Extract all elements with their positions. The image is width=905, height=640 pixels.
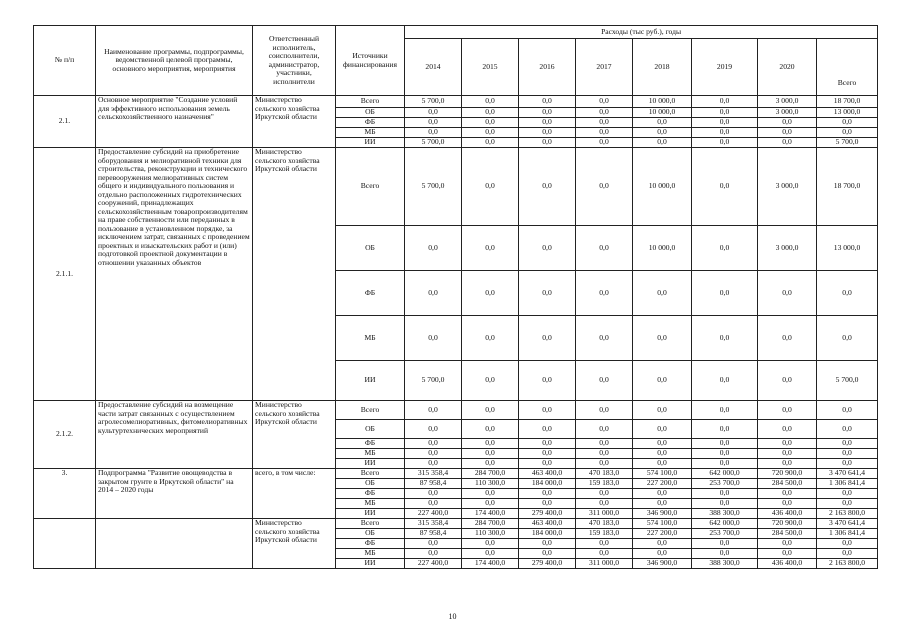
year-value: 0,0 [519, 459, 576, 469]
year-value: 0,0 [576, 118, 633, 128]
total-value: 5 700,0 [817, 138, 878, 148]
funding-source: МБ [336, 549, 405, 559]
year-value: 10 000,0 [633, 96, 692, 108]
table-row [34, 148, 878, 226]
year-value: 0,0 [405, 499, 462, 509]
total-value: 0,0 [817, 401, 878, 420]
year-value: 0,0 [462, 128, 519, 138]
year-value: 0,0 [633, 539, 692, 549]
year-value: 0,0 [576, 226, 633, 271]
responsible-executor: Министерство сельского хозяйства Иркутской области [253, 401, 336, 469]
total-value: 0,0 [817, 549, 878, 559]
year-value: 0,0 [519, 226, 576, 271]
year-value: 0,0 [462, 499, 519, 509]
year-value: 0,0 [462, 439, 519, 449]
year-value: 0,0 [576, 549, 633, 559]
funding-source: ИИ [336, 509, 405, 519]
year-value: 720 900,0 [758, 469, 817, 479]
year-value: 0,0 [576, 316, 633, 361]
year-value: 0,0 [462, 108, 519, 118]
year-value: 0,0 [462, 459, 519, 469]
year-value: 311 000,0 [576, 559, 633, 569]
year-value: 3 000,0 [758, 96, 817, 108]
year-value: 159 183,0 [576, 529, 633, 539]
year-value: 0,0 [576, 96, 633, 108]
funding-source: МБ [336, 128, 405, 138]
header-num: № п/п [34, 26, 96, 96]
year-value: 0,0 [758, 271, 817, 316]
row-number: 2.1.2. [34, 401, 96, 469]
row-number: 2.1. [34, 96, 96, 148]
year-value: 0,0 [692, 138, 758, 148]
year-value: 10 000,0 [633, 226, 692, 271]
year-value: 0,0 [462, 271, 519, 316]
year-value: 284 700,0 [462, 469, 519, 479]
year-value: 0,0 [519, 128, 576, 138]
measure-name: Предоставление субсидий на приобретение оборудования и мелиоративной техники для строительства, реконструкции и технического перевооружения мелиоративных систем общего и индивидуального пользования и отдельно расположенных гидротехнических сооружений, принадлежащих сельскохозяйственным товаропроизводителям на праве собственности или переданных в пользование в установленном порядке, за исключением затрат, связанных с проведением проектных и изыскательских работ и (или) подготовкой проектной документации в отношении указанных объектов [96, 148, 253, 401]
funding-source: Всего [336, 469, 405, 479]
year-value: 0,0 [405, 316, 462, 361]
year-value: 0,0 [519, 499, 576, 509]
total-value: 2 163 800,0 [817, 559, 878, 569]
header-name: Наименование программы, подпрограммы, ведомственной целевой программы, основного мероприятия, мероприятия [96, 26, 253, 96]
year-value: 0,0 [758, 489, 817, 499]
year-value: 0,0 [405, 128, 462, 138]
total-value: 0,0 [817, 271, 878, 316]
year-value: 110 300,0 [462, 479, 519, 489]
year-value: 0,0 [692, 118, 758, 128]
year-value: 0,0 [576, 271, 633, 316]
year-value: 470 183,0 [576, 519, 633, 529]
year-value: 159 183,0 [576, 479, 633, 489]
funding-source: Всего [336, 519, 405, 529]
total-value: 18 700,0 [817, 96, 878, 108]
measure-name [96, 519, 253, 569]
responsible-executor: Министерство сельского хозяйства Иркутской области [253, 96, 336, 148]
header-year: 2018 [633, 39, 692, 96]
funding-source: ФБ [336, 271, 405, 316]
year-value: 0,0 [576, 499, 633, 509]
year-value: 0,0 [462, 96, 519, 108]
header-year: 2015 [462, 39, 519, 96]
year-value: 0,0 [462, 361, 519, 401]
year-value: 10 000,0 [633, 148, 692, 226]
year-value: 574 100,0 [633, 519, 692, 529]
year-value: 0,0 [519, 361, 576, 401]
year-value: 0,0 [758, 401, 817, 420]
year-value: 0,0 [692, 401, 758, 420]
total-value: 3 470 641,4 [817, 519, 878, 529]
year-value: 279 400,0 [519, 509, 576, 519]
total-value: 0,0 [817, 118, 878, 128]
year-value: 0,0 [633, 420, 692, 439]
year-value: 227 200,0 [633, 479, 692, 489]
total-value: 0,0 [817, 539, 878, 549]
year-value: 0,0 [692, 489, 758, 499]
year-value: 0,0 [405, 420, 462, 439]
year-value: 0,0 [576, 449, 633, 459]
year-value: 0,0 [462, 549, 519, 559]
year-value: 0,0 [405, 489, 462, 499]
year-value: 0,0 [519, 118, 576, 128]
year-value: 0,0 [576, 439, 633, 449]
responsible-executor: Министерство сельского хозяйства Иркутской области [253, 148, 336, 401]
funding-table [33, 25, 878, 569]
table-row [34, 96, 878, 108]
year-value: 0,0 [462, 449, 519, 459]
year-value: 0,0 [462, 148, 519, 226]
year-value: 346 900,0 [633, 559, 692, 569]
year-value: 0,0 [692, 271, 758, 316]
responsible-executor: всего, в том числе: [253, 469, 336, 519]
year-value: 0,0 [519, 539, 576, 549]
year-value: 0,0 [405, 449, 462, 459]
year-value: 0,0 [576, 459, 633, 469]
year-value: 0,0 [462, 539, 519, 549]
year-value: 0,0 [576, 489, 633, 499]
year-value: 0,0 [692, 449, 758, 459]
year-value: 0,0 [633, 271, 692, 316]
total-value: 0,0 [817, 459, 878, 469]
year-value: 0,0 [633, 128, 692, 138]
table-row [34, 401, 878, 420]
year-value: 436 400,0 [758, 509, 817, 519]
year-value: 0,0 [758, 361, 817, 401]
year-value: 0,0 [758, 539, 817, 549]
funding-source: ИИ [336, 559, 405, 569]
year-value: 0,0 [692, 148, 758, 226]
responsible-executor: Министерство сельского хозяйства Иркутской области [253, 519, 336, 569]
year-value: 0,0 [405, 401, 462, 420]
table-body [34, 96, 878, 569]
year-value: 279 400,0 [519, 559, 576, 569]
year-value: 0,0 [692, 549, 758, 559]
funding-source: Всего [336, 401, 405, 420]
year-value: 0,0 [519, 401, 576, 420]
header-year: 2019 [692, 39, 758, 96]
year-value: 0,0 [405, 439, 462, 449]
total-value: 5 700,0 [817, 361, 878, 401]
funding-source: ОБ [336, 226, 405, 271]
header-year: 2016 [519, 39, 576, 96]
funding-source: ОБ [336, 108, 405, 118]
year-value: 0,0 [633, 361, 692, 401]
year-value: 311 000,0 [576, 509, 633, 519]
table-row [34, 519, 878, 529]
year-value: 0,0 [692, 96, 758, 108]
year-value: 0,0 [576, 108, 633, 118]
year-value: 388 300,0 [692, 509, 758, 519]
row-number [34, 519, 96, 569]
funding-source: ИИ [336, 138, 405, 148]
year-value: 184 000,0 [519, 479, 576, 489]
year-value: 0,0 [462, 489, 519, 499]
year-value: 0,0 [576, 401, 633, 420]
year-value: 0,0 [462, 420, 519, 439]
year-value: 0,0 [633, 489, 692, 499]
year-value: 174 400,0 [462, 559, 519, 569]
total-value: 0,0 [817, 439, 878, 449]
year-value: 227 400,0 [405, 509, 462, 519]
year-value: 0,0 [462, 226, 519, 271]
year-value: 0,0 [692, 459, 758, 469]
year-value: 0,0 [519, 489, 576, 499]
year-value: 0,0 [519, 96, 576, 108]
year-value: 0,0 [633, 439, 692, 449]
year-value: 0,0 [758, 499, 817, 509]
funding-source: Всего [336, 96, 405, 108]
year-value: 0,0 [633, 118, 692, 128]
year-value: 463 400,0 [519, 519, 576, 529]
year-value: 0,0 [692, 108, 758, 118]
year-value: 0,0 [462, 138, 519, 148]
total-value: 2 163 800,0 [817, 509, 878, 519]
total-value: 18 700,0 [817, 148, 878, 226]
page-number: 10 [448, 612, 457, 621]
year-value: 0,0 [633, 316, 692, 361]
total-value: 0,0 [817, 489, 878, 499]
total-value: 13 000,0 [817, 108, 878, 118]
year-value: 0,0 [519, 148, 576, 226]
year-value: 5 700,0 [405, 361, 462, 401]
year-value: 284 500,0 [758, 479, 817, 489]
year-value: 0,0 [576, 361, 633, 401]
year-value: 0,0 [633, 549, 692, 559]
year-value: 346 900,0 [633, 509, 692, 519]
year-value: 87 958,4 [405, 529, 462, 539]
total-value: 0,0 [817, 128, 878, 138]
year-value: 0,0 [405, 539, 462, 549]
year-value: 0,0 [462, 118, 519, 128]
year-value: 720 900,0 [758, 519, 817, 529]
year-value: 0,0 [758, 420, 817, 439]
year-value: 3 000,0 [758, 108, 817, 118]
funding-source: ФБ [336, 439, 405, 449]
year-value: 0,0 [758, 138, 817, 148]
funding-source: МБ [336, 316, 405, 361]
year-value: 3 000,0 [758, 226, 817, 271]
year-value: 0,0 [692, 361, 758, 401]
year-value: 470 183,0 [576, 469, 633, 479]
row-number: 3. [34, 469, 96, 519]
year-value: 388 300,0 [692, 559, 758, 569]
year-value: 0,0 [576, 138, 633, 148]
funding-source: ФБ [336, 539, 405, 549]
year-value: 0,0 [758, 118, 817, 128]
funding-source: МБ [336, 499, 405, 509]
year-value: 0,0 [758, 449, 817, 459]
total-value: 1 306 841,4 [817, 529, 878, 539]
header-total: Всего [817, 39, 878, 96]
year-value: 0,0 [758, 459, 817, 469]
measure-name: Основное мероприятие "Создание условий для эффективного использования земель сельскохозяйственного назначения" [96, 96, 253, 148]
year-value: 0,0 [633, 401, 692, 420]
year-value: 0,0 [405, 459, 462, 469]
year-value: 284 700,0 [462, 519, 519, 529]
year-value: 10 000,0 [633, 108, 692, 118]
year-value: 0,0 [692, 439, 758, 449]
year-value: 0,0 [758, 316, 817, 361]
funding-source: ОБ [336, 529, 405, 539]
year-value: 0,0 [519, 271, 576, 316]
year-value: 0,0 [692, 226, 758, 271]
header-expenses-group: Расходы (тыс руб.), годы [405, 26, 878, 39]
year-value: 463 400,0 [519, 469, 576, 479]
total-value: 1 306 841,4 [817, 479, 878, 489]
year-value: 0,0 [633, 138, 692, 148]
year-value: 0,0 [462, 401, 519, 420]
total-value: 0,0 [817, 449, 878, 459]
year-value: 0,0 [519, 316, 576, 361]
table-row [34, 469, 878, 479]
year-value: 0,0 [758, 549, 817, 559]
year-value: 5 700,0 [405, 138, 462, 148]
measure-name: Предоставление субсидий на возмещение части затрат связанных с осуществлением агролесомелиоративных, фитомелиоративных культуртехнических мероприятий [96, 401, 253, 469]
total-value: 13 000,0 [817, 226, 878, 271]
year-value: 0,0 [692, 499, 758, 509]
measure-name: Подпрограмма "Развитие овощеводства в закрытом грунте в Иркутской области" на 2014 – 2020 годы [96, 469, 253, 519]
year-value: 0,0 [633, 459, 692, 469]
year-value: 0,0 [576, 148, 633, 226]
year-value: 0,0 [633, 499, 692, 509]
year-value: 0,0 [405, 271, 462, 316]
total-value: 3 470 641,4 [817, 469, 878, 479]
year-value: 0,0 [519, 138, 576, 148]
funding-source: МБ [336, 449, 405, 459]
total-value: 0,0 [817, 499, 878, 509]
year-value: 0,0 [576, 128, 633, 138]
year-value: 0,0 [405, 226, 462, 271]
total-value: 0,0 [817, 420, 878, 439]
funding-source: Всего [336, 148, 405, 226]
year-value: 227 400,0 [405, 559, 462, 569]
year-value: 5 700,0 [405, 96, 462, 108]
year-value: 0,0 [519, 449, 576, 459]
funding-source: ИИ [336, 361, 405, 401]
funding-source: ОБ [336, 479, 405, 489]
year-value: 0,0 [519, 549, 576, 559]
row-number: 2.1.1. [34, 148, 96, 401]
funding-source: ФБ [336, 489, 405, 499]
year-value: 0,0 [519, 420, 576, 439]
year-value: 315 358,4 [405, 469, 462, 479]
year-value: 0,0 [758, 128, 817, 138]
year-value: 5 700,0 [405, 148, 462, 226]
year-value: 0,0 [405, 118, 462, 128]
year-value: 642 000,0 [692, 519, 758, 529]
year-value: 315 358,4 [405, 519, 462, 529]
year-value: 0,0 [519, 108, 576, 118]
year-value: 0,0 [692, 316, 758, 361]
year-value: 0,0 [519, 439, 576, 449]
year-value: 174 400,0 [462, 509, 519, 519]
year-value: 284 500,0 [758, 529, 817, 539]
header-year: 2017 [576, 39, 633, 96]
year-value: 0,0 [576, 539, 633, 549]
year-value: 0,0 [633, 449, 692, 459]
year-value: 110 300,0 [462, 529, 519, 539]
year-value: 0,0 [462, 316, 519, 361]
year-value: 574 100,0 [633, 469, 692, 479]
funding-source: ОБ [336, 420, 405, 439]
year-value: 0,0 [405, 108, 462, 118]
year-value: 0,0 [405, 549, 462, 559]
header-responsible: Ответственный исполнитель, соисполнители, администратор, участники, исполнители [253, 26, 336, 96]
year-value: 184 000,0 [519, 529, 576, 539]
year-value: 436 400,0 [758, 559, 817, 569]
total-value: 0,0 [817, 316, 878, 361]
year-value: 87 958,4 [405, 479, 462, 489]
year-value: 642 000,0 [692, 469, 758, 479]
funding-source: ИИ [336, 459, 405, 469]
header-year: 2014 [405, 39, 462, 96]
header-year: 2020 [758, 39, 817, 96]
year-value: 253 700,0 [692, 529, 758, 539]
year-value: 0,0 [758, 439, 817, 449]
funding-source: ФБ [336, 118, 405, 128]
year-value: 0,0 [692, 539, 758, 549]
year-value: 227 200,0 [633, 529, 692, 539]
year-value: 0,0 [576, 420, 633, 439]
header-sources: Источники финансирования [336, 26, 405, 96]
year-value: 3 000,0 [758, 148, 817, 226]
year-value: 0,0 [692, 420, 758, 439]
year-value: 253 700,0 [692, 479, 758, 489]
year-value: 0,0 [692, 128, 758, 138]
